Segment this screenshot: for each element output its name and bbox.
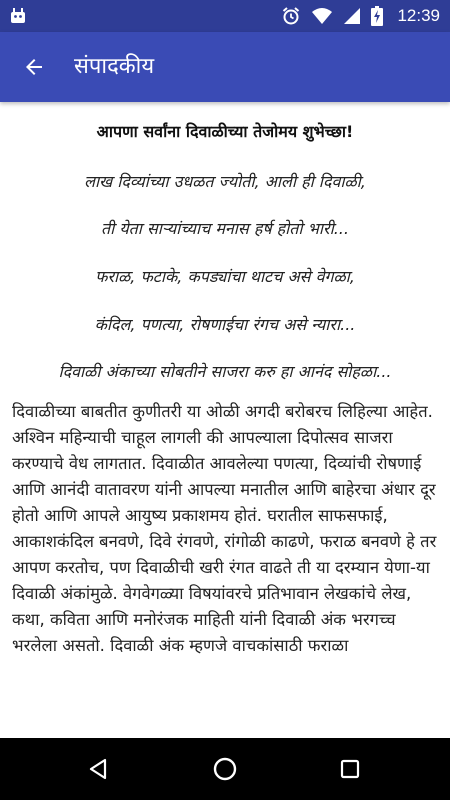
nav-back-button[interactable] [79, 749, 119, 789]
poem-line: कंदिल, पणत्या, रोषणाईचा रंगच असे न्यारा... [94, 315, 356, 334]
android-robot-icon [8, 6, 28, 26]
poem-line: ती येता साऱ्यांच्याच मनास हर्ष होतो भारी... [101, 219, 349, 238]
signal-icon [343, 7, 361, 25]
recents-square-icon [339, 758, 361, 780]
battery-charging-icon [371, 6, 383, 26]
poem-line: फराळ, फटाके, कपड्यांचा थाटच असे वेगळा, [95, 267, 355, 286]
wifi-icon [311, 7, 333, 25]
home-circle-icon [212, 756, 238, 782]
poem-line: लाख दिव्यांच्या उधळत ज्योती, आली ही दिवाळी, [84, 172, 366, 191]
nav-home-button[interactable] [205, 749, 245, 789]
page-title: संपादकीय [74, 54, 155, 79]
status-time: 12:39 [397, 6, 440, 25]
article-content[interactable] [0, 102, 450, 738]
status-icons [281, 0, 440, 32]
navigation-bar [0, 738, 450, 800]
app-bar [0, 32, 450, 102]
nav-recents-button[interactable] [330, 749, 370, 789]
poem-line: दिवाळी अंकाच्या सोबतीने साजरा करु हा आनंद सोहळा... [58, 362, 392, 381]
back-arrow-icon [22, 55, 46, 79]
article-body: दिवाळीच्या बाबतीत कुणीतरी या ओळी अगदी बरोबरच लिहिल्या आहेत. अश्विन महिन्याची चाहूल लागली की आपल्याला दिपोत्सव साजरा करण्याचे वेध लागतात. दिवाळीत आवलेल्या पणत्या, दिव्यांची रोषणाई आणि आनंदी वातावरण यांनी आपल्या मनातील आणि बाहेरचा अंधार दूर होतो आणि आपले आयुष्य प्रकाशमय होतं. घरातील साफसफाई, आकाशकंदिल बनवणे, दिवे रंगवणे, रांगोळी काढणे, फराळ बनवणे हे तर आपण करतोच, पण दिवाळीची खरी रंगत वाढते ती या दरम्यान येणा-या दिवाळी अंकांमुळे. वेगवेगळ्या विषयांवरचे प्रतिभावान लेखकांचे लेख, कथा, कविता आणि मनोरंजक माहिती यांनी दिवाळी अंक भरगच्च भरलेला असतो. दिवाळी अंक म्हणजे वाचकांसाठी फराळा [12, 402, 437, 655]
back-button[interactable] [14, 47, 54, 87]
back-triangle-icon [87, 757, 111, 781]
article-heading: आपणा सर्वांना दिवाळीच्या तेजोमय शुभेच्छा! [96, 122, 354, 141]
status-bar [0, 0, 450, 32]
alarm-icon [281, 6, 301, 26]
